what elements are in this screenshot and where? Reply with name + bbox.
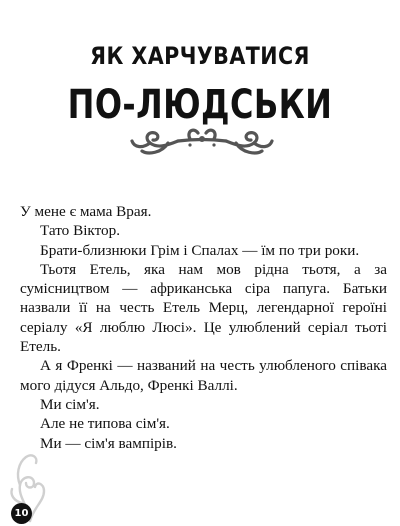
chapter-title-line-1: ЯК ХАРЧУВАТИСЯ [90,42,310,70]
paragraph: Тато Віктор. [40,222,121,240]
paragraph: Брати-близнюки Грім і Спалах — їм по три роки. [40,241,360,259]
body-text [20,202,387,453]
paragraph: Ми сім'я. [40,395,100,413]
chapter-title-line-2: ПО-ЛЮДСЬКИ [67,82,333,128]
paragraph: Тьотя Етель, яка нам мов рідна тьотя, а за сумісництвом — африканська сіра папуга. Батьки назвали її на честь Етель Мерц, легендарної героїні серіалу «Я люблю Люсі». Це улюблений серіал тьоті Етель. [20,260,387,356]
paragraph: Ми — сім'я вампірів. [40,434,177,452]
page-number-badge: 10 [11,503,32,524]
scroll-ornament-icon [128,123,276,159]
paragraph: А я Френкі — названий на честь улюбленого співака мого дідуся Альдо, Френкі Валлі. [20,357,387,394]
paragraph: У мене є мама Врая. [20,203,152,220]
paragraph: Але не типова сім'я. [40,415,170,433]
